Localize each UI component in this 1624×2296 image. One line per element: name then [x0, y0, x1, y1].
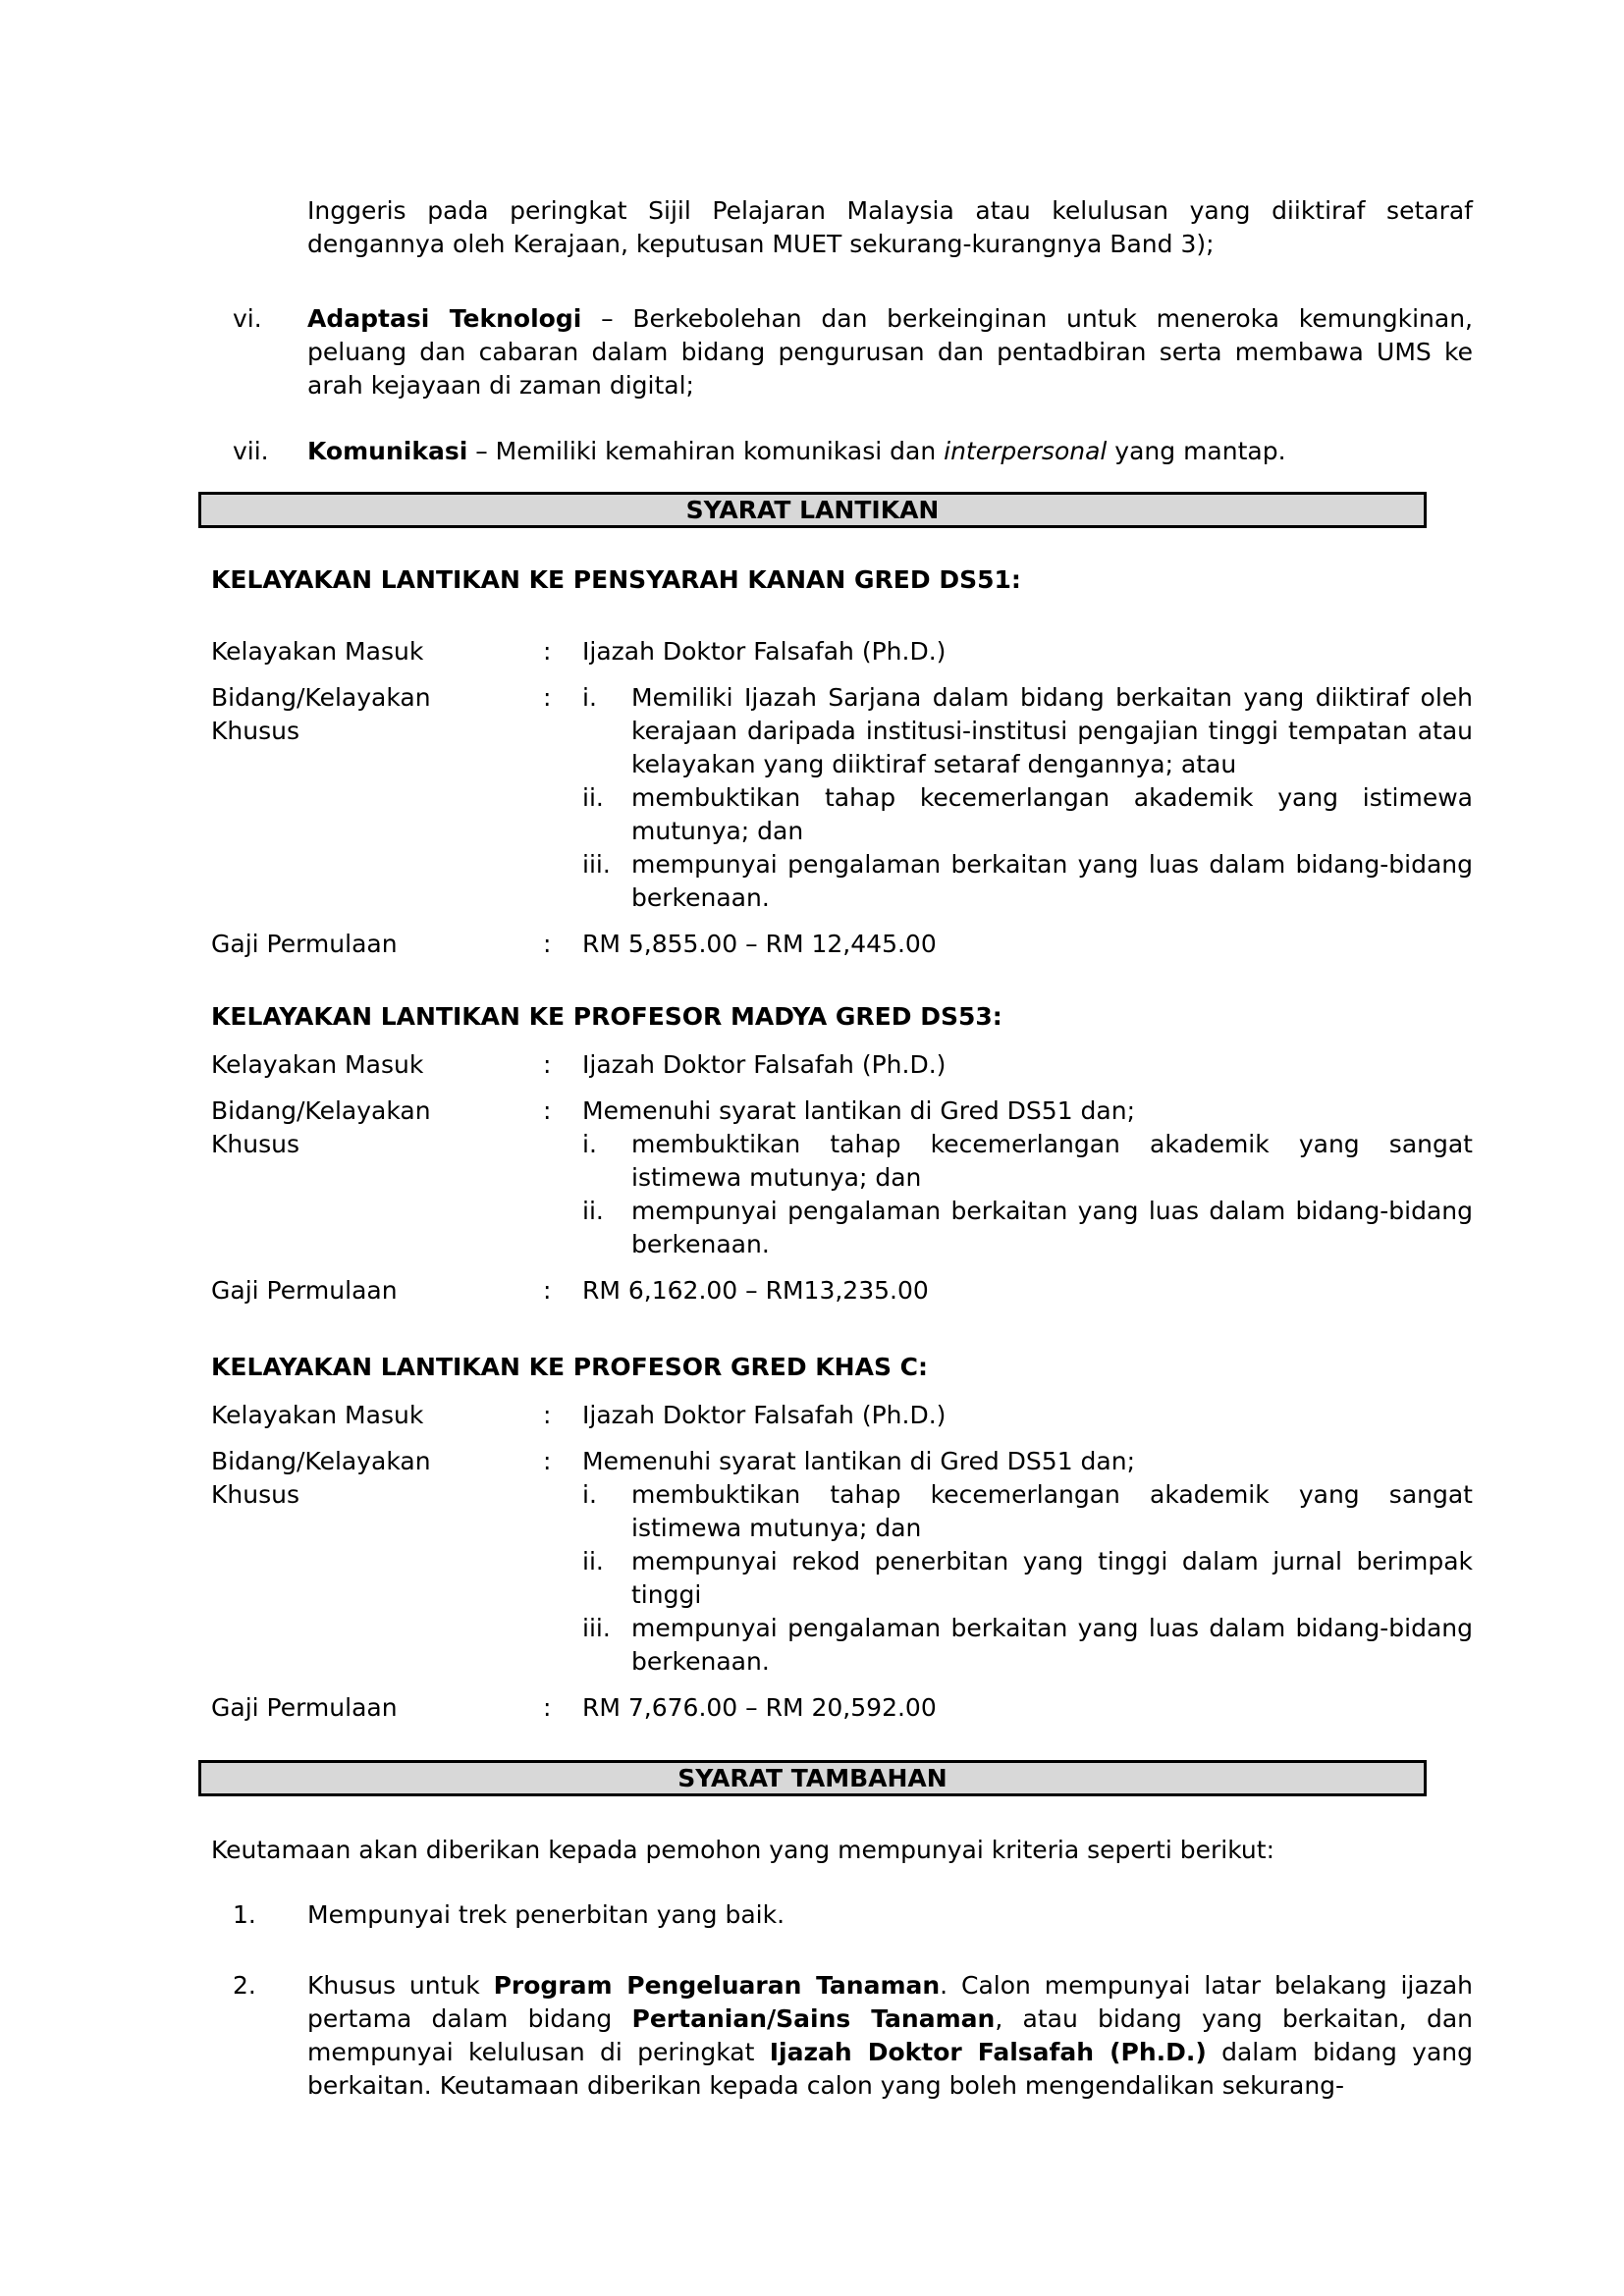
tambahan-lead: Keutamaan akan diberikan kepada pemohon yang mempunyai kriteria seperti berikut:	[211, 1836, 1274, 1864]
def-label: Kelayakan Masuk	[211, 637, 424, 666]
paragraph-text: Komunikasi – Memiliki kemahiran komunikasi dan interpersonal yang mantap.	[307, 437, 1286, 465]
section-rows-gred-khas-c	[211, 1399, 1473, 1725]
paragraph-text: Adaptasi Teknologi – Berkebolehan dan berkeinginan untuk meneroka kemungkinan, peluang dan cabaran dalam bidang pengurusan dan pentadbiran serta membawa UMS ke arah kejayaan di zaman digital;	[307, 304, 1474, 400]
def-label: Bidang/Kelayakan Khusus	[211, 1096, 431, 1158]
sub-item-number: iii.	[582, 1614, 611, 1642]
def-row-gaji-permulaan	[211, 1691, 1473, 1725]
def-row-bidang-khusus	[211, 1095, 1473, 1261]
def-value: Ijazah Doktor Falsafah (Ph.D.)	[582, 637, 947, 666]
def-label: Gaji Permulaan	[211, 1693, 398, 1722]
sub-item-i	[582, 1478, 1473, 1545]
def-label: Kelayakan Masuk	[211, 1401, 424, 1429]
def-colon: :	[543, 1276, 552, 1305]
list-item-vi	[211, 302, 1473, 402]
def-value: Ijazah Doktor Falsafah (Ph.D.)	[582, 1401, 947, 1429]
def-value	[582, 1095, 1473, 1261]
sub-item-text: membuktikan tahap kecemerlangan akademik yang istimewa mutunya; dan	[631, 783, 1473, 845]
banner-title: SYARAT LANTIKAN	[685, 496, 940, 524]
tambahan-item-1	[211, 1898, 1473, 1932]
sub-item-text: mempunyai rekod penerbitan yang tinggi dalam jurnal berimpak tinggi	[631, 1547, 1473, 1609]
def-label: Gaji Permulaan	[211, 1276, 398, 1305]
sub-item-text: mempunyai pengalaman berkaitan yang luas dalam bidang-bidang berkenaan.	[631, 1614, 1473, 1676]
def-row-gaji-permulaan	[211, 1274, 1473, 1308]
sub-item-text: mempunyai pengalaman berkaitan yang luas dalam bidang-bidang berkenaan.	[631, 1197, 1473, 1258]
list-item-vii	[211, 435, 1473, 468]
sub-item-i	[582, 681, 1473, 781]
def-colon: :	[543, 930, 552, 958]
sub-item-iii	[582, 848, 1473, 915]
def-colon: :	[543, 1401, 552, 1429]
sub-item-number: ii.	[582, 783, 604, 812]
paragraph-text: Inggeris pada peringkat Sijil Pelajaran Malaysia atau kelulusan yang diiktiraf setaraf dengannya oleh Kerajaan, keputusan MUET sekurang-kurangnya Band 3);	[307, 196, 1473, 258]
list-item-number: vii.	[233, 437, 269, 465]
section-banner-syarat-tambahan	[198, 1760, 1427, 1796]
tambahan-item-2	[211, 1969, 1473, 2103]
sub-item-ii	[582, 1195, 1473, 1261]
sub-item-number: i.	[582, 1480, 597, 1509]
def-value	[582, 1445, 1473, 1679]
list-item-v-continuation	[211, 194, 1473, 261]
sub-item-text: mempunyai pengalaman berkaitan yang luas dalam bidang-bidang berkenaan.	[631, 850, 1473, 912]
section-rows-ds53	[211, 1048, 1473, 1308]
def-value: Ijazah Doktor Falsafah (Ph.D.)	[582, 1050, 947, 1079]
sub-item-iii	[582, 1612, 1473, 1679]
sub-item-ii	[582, 781, 1473, 848]
list-item-number: vi.	[233, 304, 262, 333]
sub-item-number: ii.	[582, 1547, 604, 1575]
def-colon: :	[543, 1447, 552, 1475]
def-row-bidang-khusus	[211, 1445, 1473, 1679]
def-value: RM 7,676.00 – RM 20,592.00	[582, 1693, 937, 1722]
paragraph-text: Khusus untuk Program Pengeluaran Tanaman. Calon mempunyai latar belakang ijazah pertama dalam bidang Pertanian/Sains Tanaman, atau bidang yang berkaitan, dan mempunyai kelulusan di peringkat Ijazah Doktor Falsafah (Ph.D.) dalam bidang yang berkaitan. Keutamaan diberikan kepada calon yang boleh mengendalikan sekurang-	[307, 1971, 1474, 2100]
section-rows-ds51	[211, 635, 1473, 961]
sub-item-i	[582, 1128, 1473, 1195]
sub-item-ii	[582, 1545, 1473, 1612]
sub-item-text: Memiliki Ijazah Sarjana dalam bidang berkaitan yang diiktiraf oleh kerajaan daripada institusi-institusi pengajian tinggi tempatan atau kelayakan yang diiktiraf setaraf dengannya; atau	[631, 683, 1473, 778]
def-colon: :	[543, 683, 552, 712]
def-label: Bidang/Kelayakan Khusus	[211, 683, 431, 745]
def-label: Gaji Permulaan	[211, 930, 398, 958]
sub-item-number: i.	[582, 1130, 597, 1158]
def-colon: :	[543, 1096, 552, 1125]
def-row-kelayakan-masuk	[211, 635, 1473, 668]
list-item-number: 2.	[233, 1971, 256, 2000]
def-row-bidang-khusus	[211, 681, 1473, 915]
def-value-intro: Memenuhi syarat lantikan di Gred DS51 dan;	[582, 1096, 1136, 1125]
sub-item-number: i.	[582, 683, 597, 712]
def-colon: :	[543, 1693, 552, 1722]
def-value: RM 5,855.00 – RM 12,445.00	[582, 930, 937, 958]
section-title-ds53: KELAYAKAN LANTIKAN KE PROFESOR MADYA GRED DS53:	[211, 1002, 1002, 1031]
sub-item-text: membuktikan tahap kecemerlangan akademik yang sangat istimewa mutunya; dan	[631, 1480, 1473, 1542]
def-value: RM 6,162.00 – RM13,235.00	[582, 1276, 929, 1305]
sub-item-text: membuktikan tahap kecemerlangan akademik yang sangat istimewa mutunya; dan	[631, 1130, 1473, 1192]
section-title-ds51: KELAYAKAN LANTIKAN KE PENSYARAH KANAN GRED DS51:	[211, 565, 1021, 594]
def-colon: :	[543, 637, 552, 666]
sub-item-number: iii.	[582, 850, 611, 879]
list-item-number: 1.	[233, 1900, 256, 1929]
def-row-kelayakan-masuk	[211, 1399, 1473, 1432]
banner-title: SYARAT TAMBAHAN	[677, 1764, 947, 1792]
def-label: Bidang/Kelayakan Khusus	[211, 1447, 431, 1509]
def-label: Kelayakan Masuk	[211, 1050, 424, 1079]
section-title-gred-khas-c: KELAYAKAN LANTIKAN KE PROFESOR GRED KHAS C:	[211, 1353, 928, 1381]
def-row-gaji-permulaan	[211, 928, 1473, 961]
def-value	[582, 681, 1473, 915]
def-colon: :	[543, 1050, 552, 1079]
def-value-intro: Memenuhi syarat lantikan di Gred DS51 dan;	[582, 1447, 1136, 1475]
sub-item-number: ii.	[582, 1197, 604, 1225]
section-banner-syarat-lantikan	[198, 492, 1427, 528]
paragraph-text: Mempunyai trek penerbitan yang baik.	[307, 1900, 785, 1929]
def-row-kelayakan-masuk	[211, 1048, 1473, 1082]
